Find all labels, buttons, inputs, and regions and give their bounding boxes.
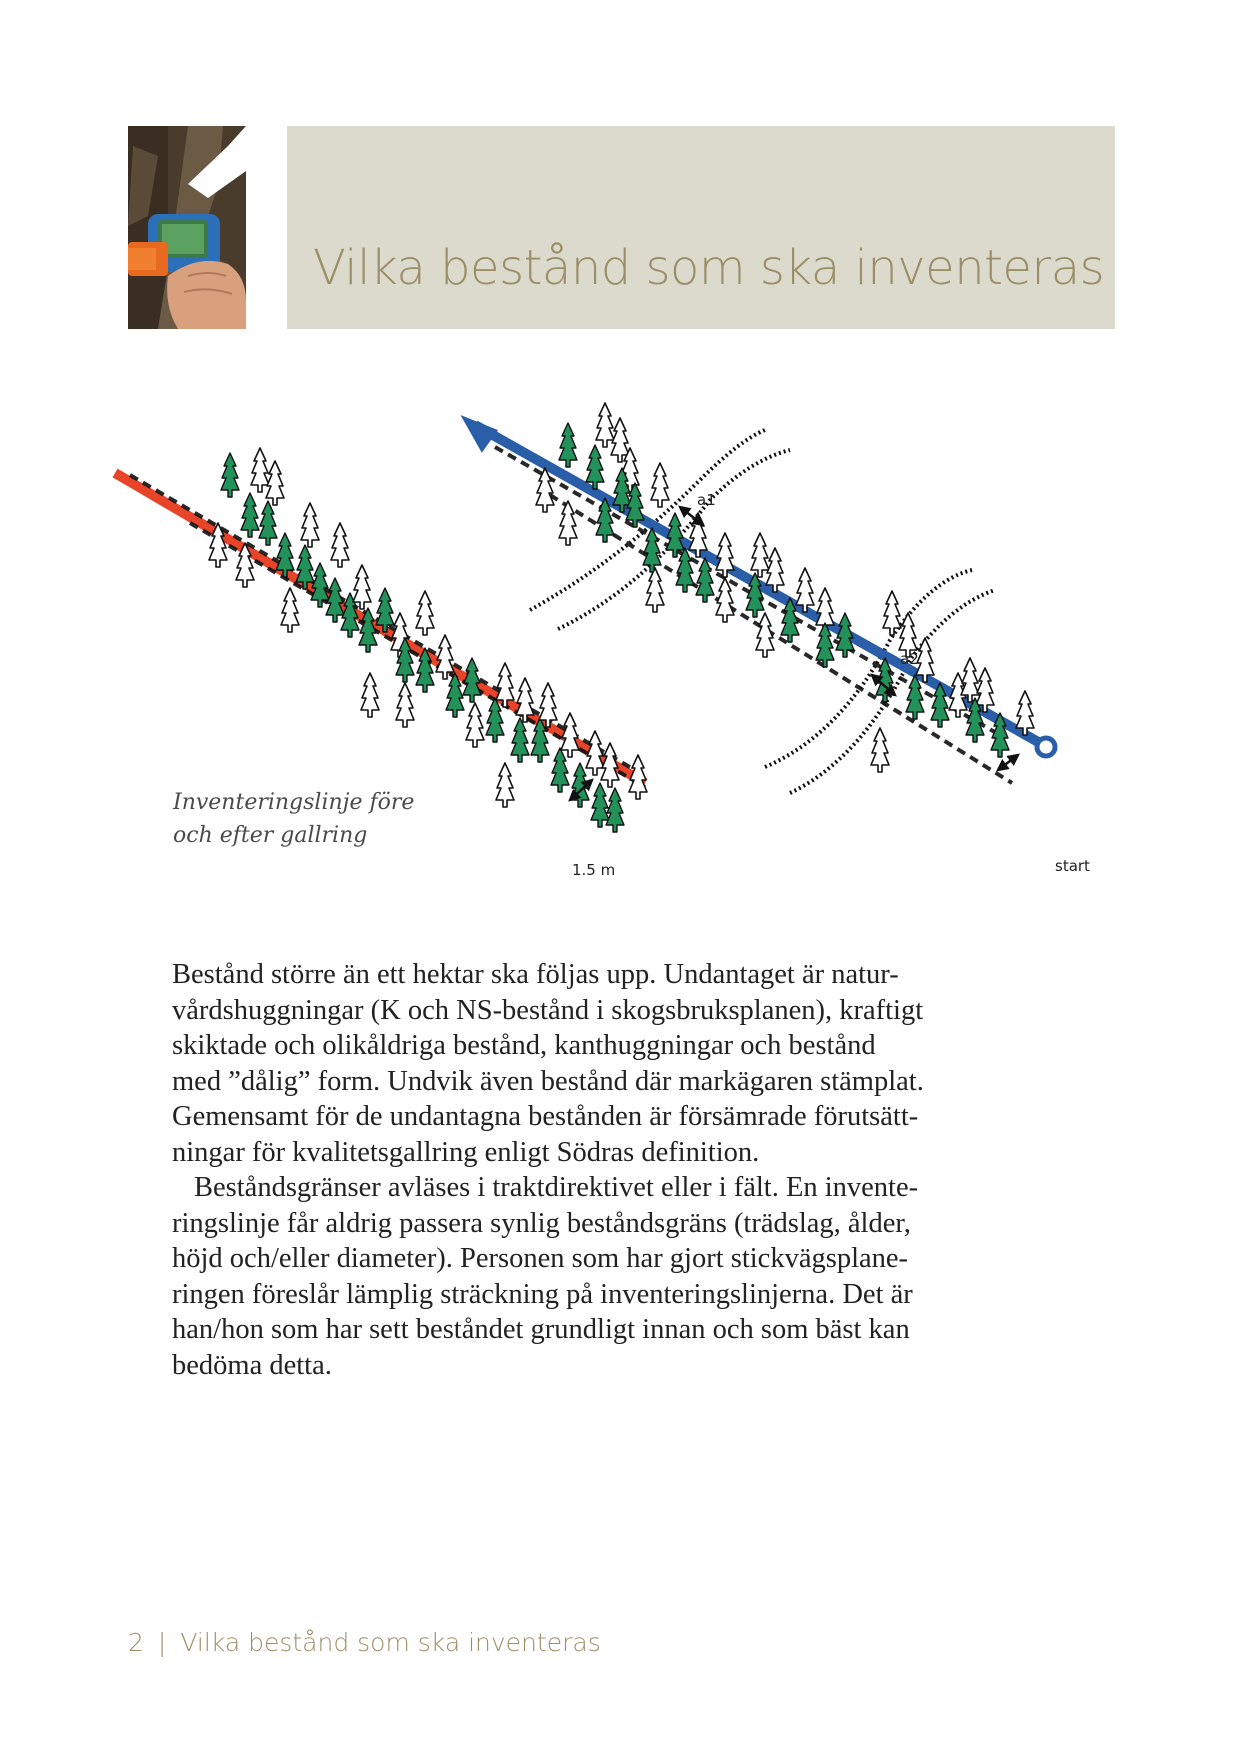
text-line: bedöma detta. — [172, 1349, 332, 1381]
paragraph-1 — [172, 957, 1072, 1170]
page-title: Vilka bestånd som ska inventeras — [313, 240, 1105, 296]
start-label: start — [1055, 857, 1090, 875]
text-line: Bestånd större än ett hektar ska följas upp. Undantaget är natur- — [172, 959, 899, 990]
handheld-device-photo — [128, 126, 246, 329]
text-line: höjd och/eller diameter). Personen som har gjort stickvägsplane- — [172, 1243, 909, 1274]
footer-separator: | — [157, 1628, 167, 1657]
paragraph-2 — [172, 1170, 1072, 1383]
track-curve — [765, 570, 972, 767]
caption-line: Inventeringslinje före — [173, 790, 415, 815]
header-band — [287, 126, 1115, 329]
text-line: Gemensamt för de undantagna bestånden är försämrade förutsätt- — [172, 1101, 919, 1132]
start-point-icon — [1037, 738, 1055, 756]
text-line: ringen föreslår lämplig sträckning på inventeringslinjerna. Det är — [172, 1278, 913, 1310]
blue-line-arrowhead — [465, 419, 495, 449]
a2-label: a2 — [900, 650, 919, 668]
footer-section-title: Vilka bestånd som ska inventeras — [180, 1628, 601, 1657]
header-photo — [128, 126, 246, 329]
strip-road-border — [550, 495, 1012, 783]
caption-line: och efter gallring — [173, 823, 368, 848]
text-line: Beståndsgränser avläses i traktdirektivet eller i fält. En invente- — [194, 1172, 919, 1203]
text-line: skiktade och olikåldriga bestånd, kanthuggningar och bestånd — [172, 1030, 876, 1061]
text-line: med ”dålig” form. Undvik även bestånd där markägaren stämplat. — [172, 1065, 924, 1097]
text-line: vårdshuggningar (K och NS-bestånd i skogsbruksplanen), kraftigt — [172, 994, 924, 1026]
a1-label: a1 — [697, 491, 716, 509]
text-line: ningar för kvalitetsgallring enligt Södras definition. — [172, 1136, 760, 1168]
stand-after-thinning — [465, 403, 1090, 875]
text-line: han/hon som har sett beståndet grundligt innan och som bäst kan — [172, 1314, 910, 1345]
page-footer — [128, 1628, 601, 1657]
text-line: ringslinje får aldrig passera synlig beståndsgräns (trädslag, ålder, — [172, 1207, 911, 1239]
distance-label: 1.5 m — [572, 861, 616, 879]
page-number: 2 — [128, 1628, 144, 1657]
body-text — [172, 957, 1072, 1383]
strip-road-border — [495, 447, 1000, 735]
figure-caption — [173, 786, 473, 852]
